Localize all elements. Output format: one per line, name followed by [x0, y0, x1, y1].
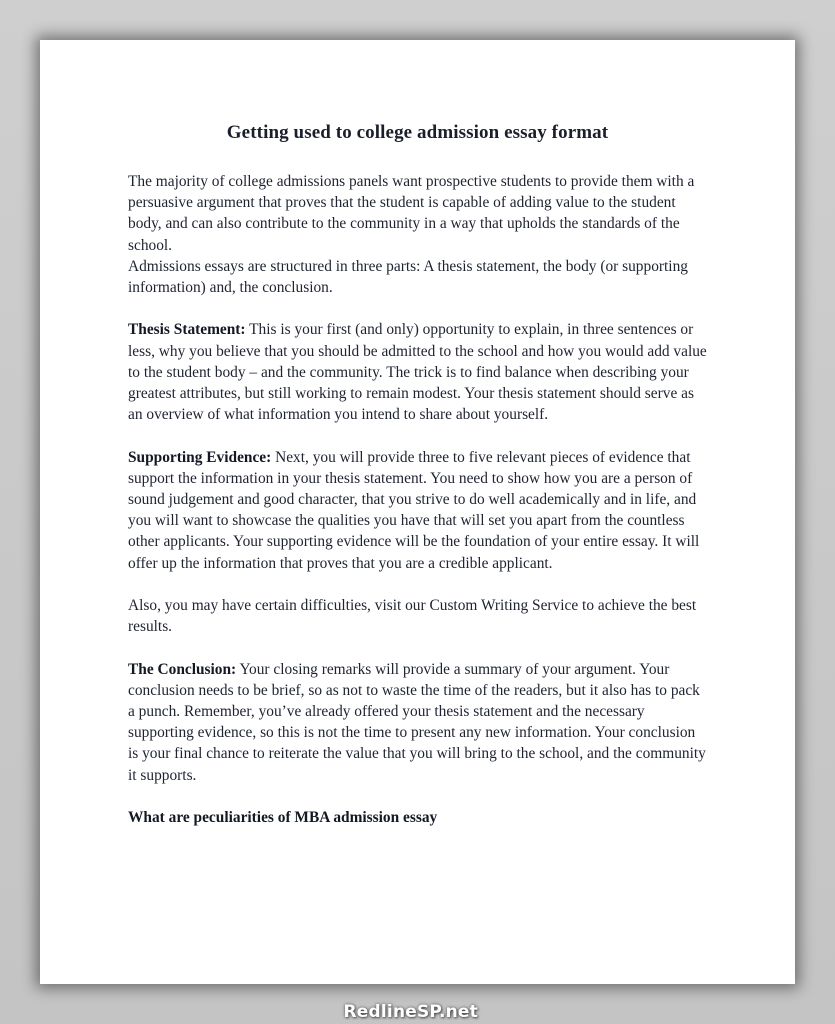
thesis-paragraph: [128, 319, 708, 425]
document-page: [40, 40, 795, 984]
intro-paragraph-1: The majority of college admissions panels want prospective students to provide them with a persuasive argument that proves that the student is capable of adding value to the student body, and can also contribute to the community in a way that upholds the standards of the school.: [128, 173, 695, 254]
conclusion-label: The Conclusion:: [128, 660, 237, 678]
evidence-label: Supporting Evidence:: [128, 448, 272, 466]
evidence-paragraph: [128, 447, 708, 574]
mba-heading: What are peculiarities of MBA admission essay: [128, 809, 438, 827]
thesis-text: This is your first (and only) opportunity to explain, in three sentences or less, why you believe that you should be admitted to the school and how you would add value to the student body – and the community. The trick is to find balance when describing your greatest attributes, but still working to remain modest. Your thesis statement should serve as an overview of what information you intend to share about yourself.: [128, 321, 707, 424]
thesis-label: Thesis Statement:: [128, 321, 246, 339]
site-watermark: RedlineSP.net: [343, 1002, 478, 1022]
intro-paragraph-2: Admissions essays are structured in three parts: A thesis statement, the body (or supporting information) and, the conclusion.: [128, 257, 688, 297]
conclusion-text: Your closing remarks will provide a summary of your argument. Your conclusion needs to be brief, so as not to waste the time of the readers, but it also has to pack a punch. Remember, you’ve already offered your thesis statement and the necessary supporting evidence, so this is not the time to present any new information. Your conclusion is your final chance to reiterate the value that you will bring to the school, and the community it supports.: [128, 660, 706, 784]
document-title: Getting used to college admission essay format: [226, 122, 609, 143]
conclusion-paragraph: [128, 659, 708, 786]
also-paragraph: Also, you may have certain difficulties, visit our Custom Writing Service to achieve the best results.: [128, 597, 697, 636]
document-body: [128, 171, 708, 828]
evidence-text: Next, you will provide three to five relevant pieces of evidence that support the information in your thesis statement. You need to show how you are a person of sound judgement and good character, that you strive to do well academically and in life, and you will want to showcase the qualities you have that will set you apart from the countless other applicants. Your supporting evidence will be the foundation of your entire essay. It will offer up the information that proves that you are a credible applicant.: [128, 448, 700, 572]
